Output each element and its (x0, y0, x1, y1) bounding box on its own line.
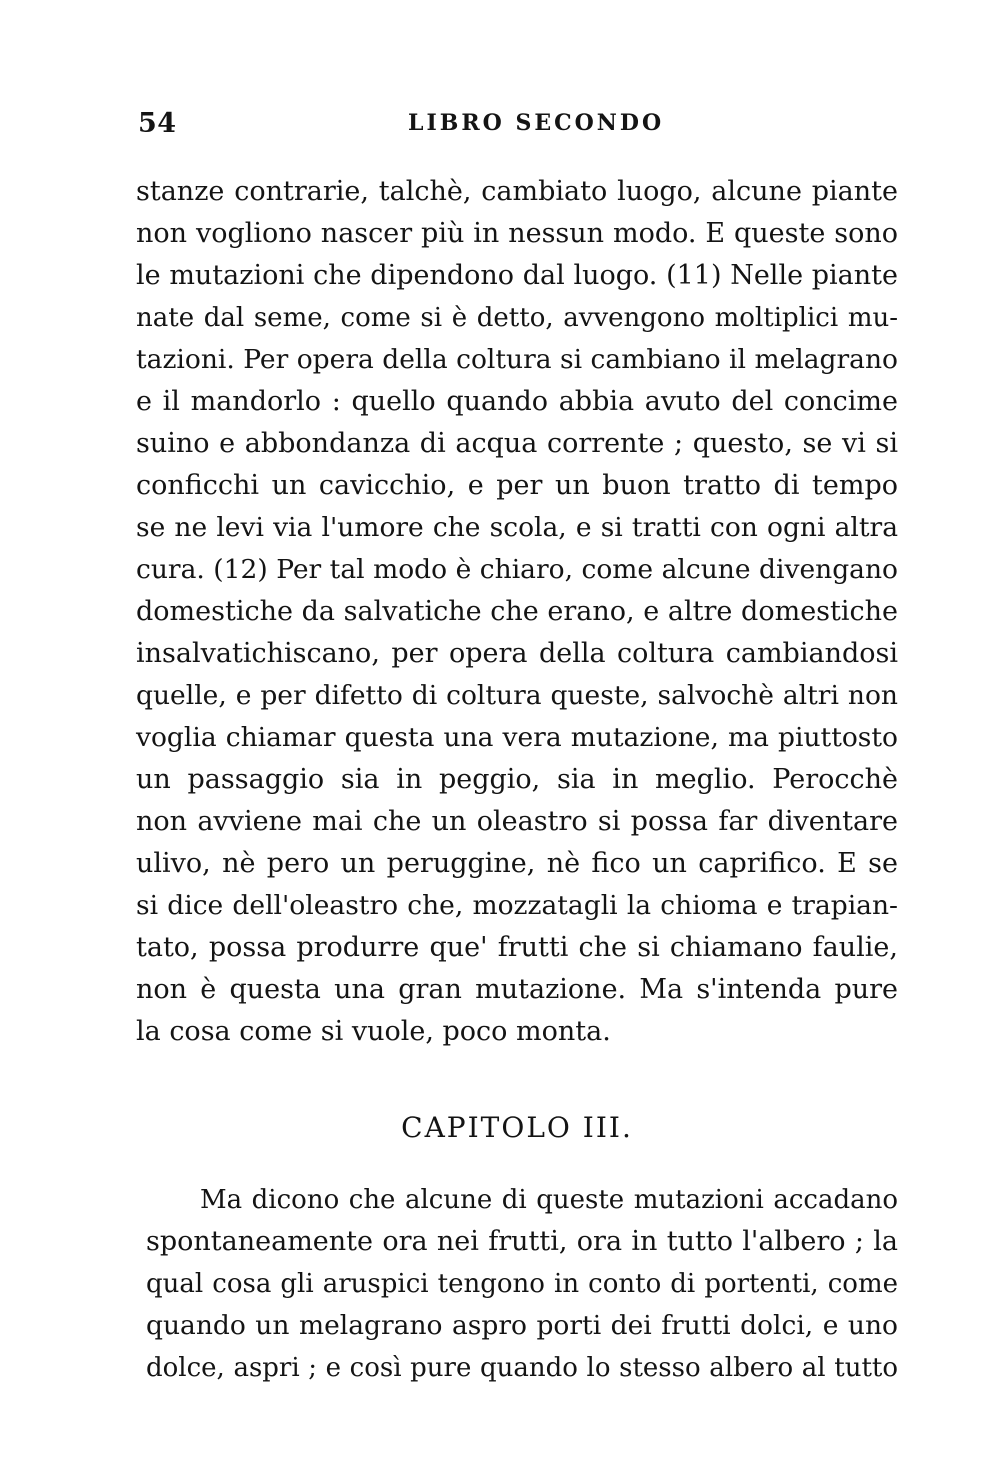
text-line: voglia chiamar questa una vera mutazione, ma piuttosto (136, 722, 898, 753)
text-line: la cosa come si vuole, poco monta. (136, 1016, 611, 1047)
text-line: ulivo, nè pero un peruggine, nè fico un caprifico. E se (136, 848, 898, 879)
text-line: quelle, e per difetto di coltura queste, salvochè altri non (136, 680, 898, 711)
text-line: cura. (12) Per tal modo è chiaro, come alcune divengano (136, 554, 898, 585)
text-line: non è questa una gran mutazione. Ma s'intenda pure (136, 974, 898, 1005)
text-line: se ne levi via l'umore che scola, e si tratti con ogni altra (136, 512, 898, 543)
text-line: spontaneamente ora nei frutti, ora in tutto l'albero ; la (146, 1226, 898, 1257)
page-header (138, 108, 898, 144)
text-line: si dice dell'oleastro che, mozzatagli la chioma e trapian- (136, 890, 898, 921)
text-line: domestiche da salvatiche che erano, e altre domestiche (136, 596, 898, 627)
text-line: Ma dicono che alcune di queste mutazioni accadano (200, 1185, 898, 1215)
page-number: 54 (138, 108, 177, 139)
text-line: e il mandorlo : quello quando abbia avuto del concime (136, 386, 898, 417)
text-line: le mutazioni che dipendono dal luogo. (11) Nelle piante (136, 260, 898, 291)
text-line: qual cosa gli aruspici tengono in conto di portenti, come (146, 1269, 898, 1299)
text-line: conficchi un cavicchio, e per un buon tratto di tempo (136, 470, 898, 501)
text-line: stanze contrarie, talchè, cambiato luogo, alcune piante (136, 176, 898, 207)
text-line: insalvatichiscano, per opera della coltura cambiandosi (136, 638, 898, 669)
text-line: tato, possa produrre que' frutti che si chiamano faulie, (136, 932, 898, 963)
text-line: nate dal seme, come si è detto, avvengono moltiplici mu- (136, 303, 898, 333)
text-line: dolce, aspri ; e così pure quando lo stesso albero al tutto (146, 1353, 898, 1383)
text-line: suino e abbondanza di acqua corrente ; questo, se vi si (136, 428, 898, 459)
text-line: tazioni. Per opera della coltura si cambiano il melagrano (136, 344, 898, 375)
text-line: non vogliono nascer più in nessun modo. E queste sono (136, 218, 898, 249)
text-line: quando un melagrano aspro porti dei frutti dolci, e uno (146, 1310, 898, 1341)
chapter-heading: CAPITOLO III. (401, 1111, 633, 1144)
text-line: non avviene mai che un oleastro si possa far diventare (136, 806, 898, 837)
text-line: un passaggio sia in peggio, sia in meglio. Perocchè (136, 764, 898, 795)
running-head: LIBRO SECONDO (408, 110, 665, 136)
